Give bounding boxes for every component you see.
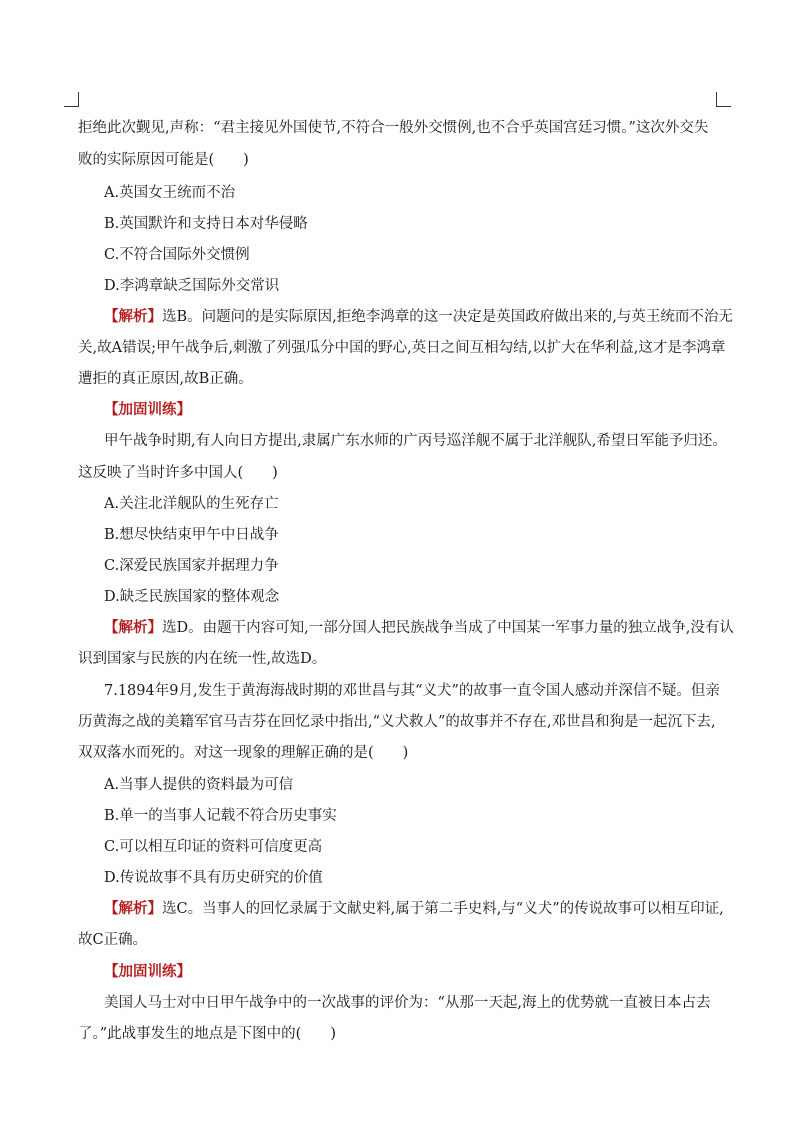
q7-stem-line-1: 7.1894年9月,发生于黄海海战时期的邓世昌与其“义犬”的故事一直令国人感动并深信不疑。但亲	[104, 683, 720, 699]
q6-stem-line-1: 拒绝此次觐见,声称：“君主接见外国使节,不符合一般外交惯例,也不合乎英国宫廷习惯。”这次外交失	[78, 120, 709, 136]
q6-option-d: D.李鸿章缺乏国际外交常识	[104, 278, 280, 294]
q6-analysis-line-2: 关,故A错误;甲午战争后,刺激了列强瓜分中国的野心,英日之间互相勾结,以扩大在华利益,这才是李鸿章	[78, 340, 726, 356]
q7-option-b: B.单一的当事人记载不符合历史事实	[104, 808, 337, 824]
train2-stem-line-2: 了。”此战事发生的地点是下图中的( )	[78, 1026, 336, 1042]
train2-heading	[104, 962, 764, 982]
train1-option-b: B.想尽快结束甲午中日战争	[104, 527, 279, 543]
train2-stem-line-1: 美国人马士对中日甲午战争中的一次战事的评价为：“从那一天起,海上的优势就一直被日本占去	[104, 995, 711, 1011]
analysis-tag: 【解析】	[104, 619, 162, 636]
analysis-text: 选D。由题干内容可知,一部分国人把民族战争当成了中国某一军事力量的独立战争,没有认	[162, 620, 734, 636]
q7-stem-line-2: 历黄海之战的美籍军官马吉芬在回忆录中指出,“义犬救人”的故事并不存在,邓世昌和狗是一起沉下去,	[78, 714, 716, 730]
training-tag: 【加固训练】	[104, 401, 191, 418]
train1-stem-line-2: 这反映了当时许多中国人( )	[78, 465, 278, 481]
crop-mark-top-left	[64, 92, 79, 107]
q7-analysis-line-1	[104, 899, 764, 919]
q6-option-c: C.不符合国际外交惯例	[104, 247, 250, 263]
train1-stem-line-1: 甲午战争时期,有人向日方提出,隶属广东水师的广丙号巡洋舰不属于北洋舰队,希望日军能予归还。	[104, 433, 727, 449]
crop-mark-top-right	[716, 92, 731, 107]
train1-analysis-line-1	[104, 618, 764, 638]
q7-option-c: C.可以相互印证的资料可信度更高	[104, 839, 323, 855]
q6-stem-line-2: 败的实际原因可能是( )	[78, 152, 249, 168]
train1-analysis-line-2: 识到国家与民族的内在统一性,故选D。	[78, 651, 327, 667]
q7-option-a: A.当事人提供的资料最为可信	[104, 777, 294, 793]
training-tag: 【加固训练】	[104, 963, 191, 980]
q7-option-d: D.传说故事不具有历史研究的价值	[104, 870, 323, 886]
analysis-text: 选C。当事人的回忆录属于文献史料,属于第二手史料,与“义犬”的传说故事可以相互印证,	[162, 901, 724, 917]
analysis-tag: 【解析】	[104, 900, 162, 917]
train1-option-a: A.关注北洋舰队的生死存亡	[104, 496, 279, 512]
q7-analysis-line-2: 故C正确。	[78, 932, 148, 948]
q6-analysis-line-1	[104, 307, 764, 327]
train1-option-d: D.缺乏民族国家的整体观念	[104, 589, 280, 605]
train1-heading	[104, 400, 764, 420]
analysis-text: 选B。问题问的是实际原因,拒绝李鸿章的这一决定是英国政府做出来的,与英王统而不治无	[162, 309, 733, 325]
q6-option-a: A.英国女王统而不治	[104, 185, 236, 201]
q6-analysis-line-3: 遭拒的真正原因,故B正确。	[78, 371, 253, 387]
q7-stem-line-3: 双双落水而死的。对这一现象的理解正确的是( )	[78, 745, 409, 761]
train1-option-c: C.深爱民族国家并据理力争	[104, 558, 279, 574]
analysis-tag: 【解析】	[104, 308, 162, 325]
q6-option-b: B.英国默许和支持日本对华侵略	[104, 216, 308, 232]
